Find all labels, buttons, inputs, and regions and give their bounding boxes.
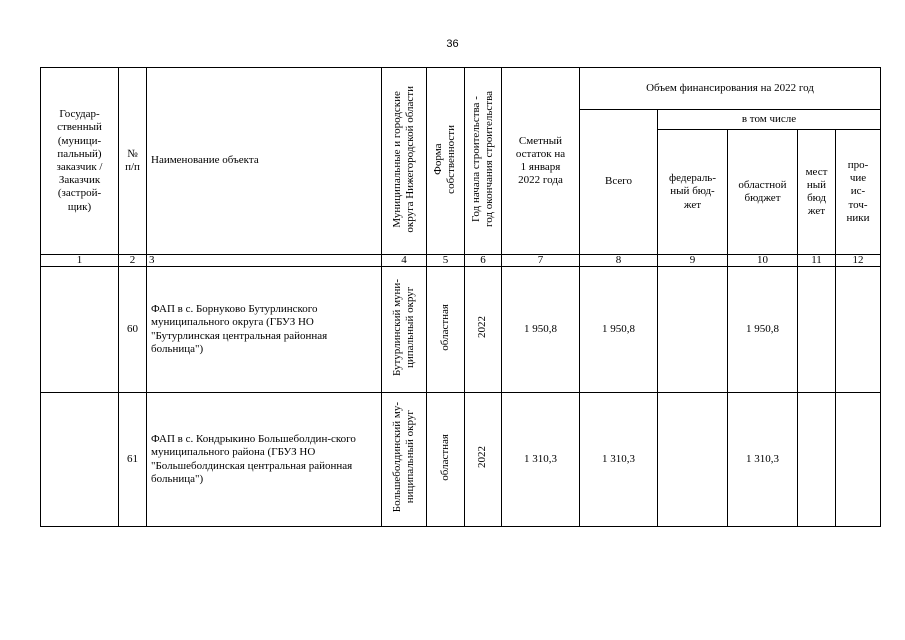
table-row (41, 393, 881, 527)
cell-local (798, 267, 836, 393)
col-num: 11 (798, 255, 836, 267)
cell-estimate: 1 310,3 (502, 393, 580, 527)
col-num: 10 (728, 255, 798, 267)
col-num: 7 (502, 255, 580, 267)
header-num: № п/п (119, 68, 147, 255)
cell-other (836, 393, 881, 527)
table-row (41, 267, 881, 393)
cell-local (798, 393, 836, 527)
page-number: 36 (446, 38, 459, 50)
col-num: 12 (836, 255, 881, 267)
col-num: 2 (119, 255, 147, 267)
cell-years: 2022 (465, 267, 502, 393)
header-object-name: Наименование объекта (147, 68, 382, 255)
header-federal: федераль- ный бюд- жет (658, 130, 728, 255)
cell-estimate: 1 950,8 (502, 267, 580, 393)
cell-other (836, 267, 881, 393)
cell-years: 2022 (465, 393, 502, 527)
header-years: Год начала строительства - год окончания строительства (465, 68, 502, 255)
header-municipality: Муниципальные и городские округа Нижегородской области (382, 68, 427, 255)
col-num: 5 (427, 255, 465, 267)
header-estimate: Сметный остаток на 1 января 2022 года (502, 68, 580, 255)
cell-customer (41, 267, 119, 393)
cell-num: 60 (119, 267, 147, 393)
cell-federal (658, 393, 728, 527)
col-num: 6 (465, 255, 502, 267)
header-including: в том числе (658, 110, 881, 130)
cell-object-name: ФАП в с. Борнуково Бутурлинского муниципального округа (ГБУЗ НО "Бутурлинская центральная районная больница") (147, 267, 382, 393)
cell-total: 1 950,8 (580, 267, 658, 393)
financing-table (40, 67, 881, 527)
col-num: 8 (580, 255, 658, 267)
cell-num: 61 (119, 393, 147, 527)
header-funding-group: Объем финансирования на 2022 год (580, 68, 881, 110)
col-num: 1 (41, 255, 119, 267)
col-num: 4 (382, 255, 427, 267)
cell-ownership: областная (427, 393, 465, 527)
header-other: про- чие ис- точ- ники (836, 130, 881, 255)
header-total: Всего (580, 110, 658, 255)
cell-regional: 1 310,3 (728, 393, 798, 527)
cell-municipality: Большеболдинский му- ниципальный округ (382, 393, 427, 527)
cell-object-name: ФАП в с. Кондрыкино Большеболдин-ского муниципального района (ГБУЗ НО "Большеболдинская центральная районная больница") (147, 393, 382, 527)
cell-customer (41, 393, 119, 527)
cell-regional: 1 950,8 (728, 267, 798, 393)
header-regional: областной бюджет (728, 130, 798, 255)
col-num: 3 (147, 255, 382, 267)
column-number-row (41, 255, 881, 267)
header-ownership: Форма собственности (427, 68, 465, 255)
cell-federal (658, 267, 728, 393)
cell-municipality: Бутурлинский муни- ципальный округ (382, 267, 427, 393)
col-num: 9 (658, 255, 728, 267)
header-customer: Государ- ственный (муници- пальный) заказчик / Заказчик (застрой- щик) (41, 68, 119, 255)
cell-total: 1 310,3 (580, 393, 658, 527)
header-local: мест ный бюд жет (798, 130, 836, 255)
cell-ownership: областная (427, 267, 465, 393)
